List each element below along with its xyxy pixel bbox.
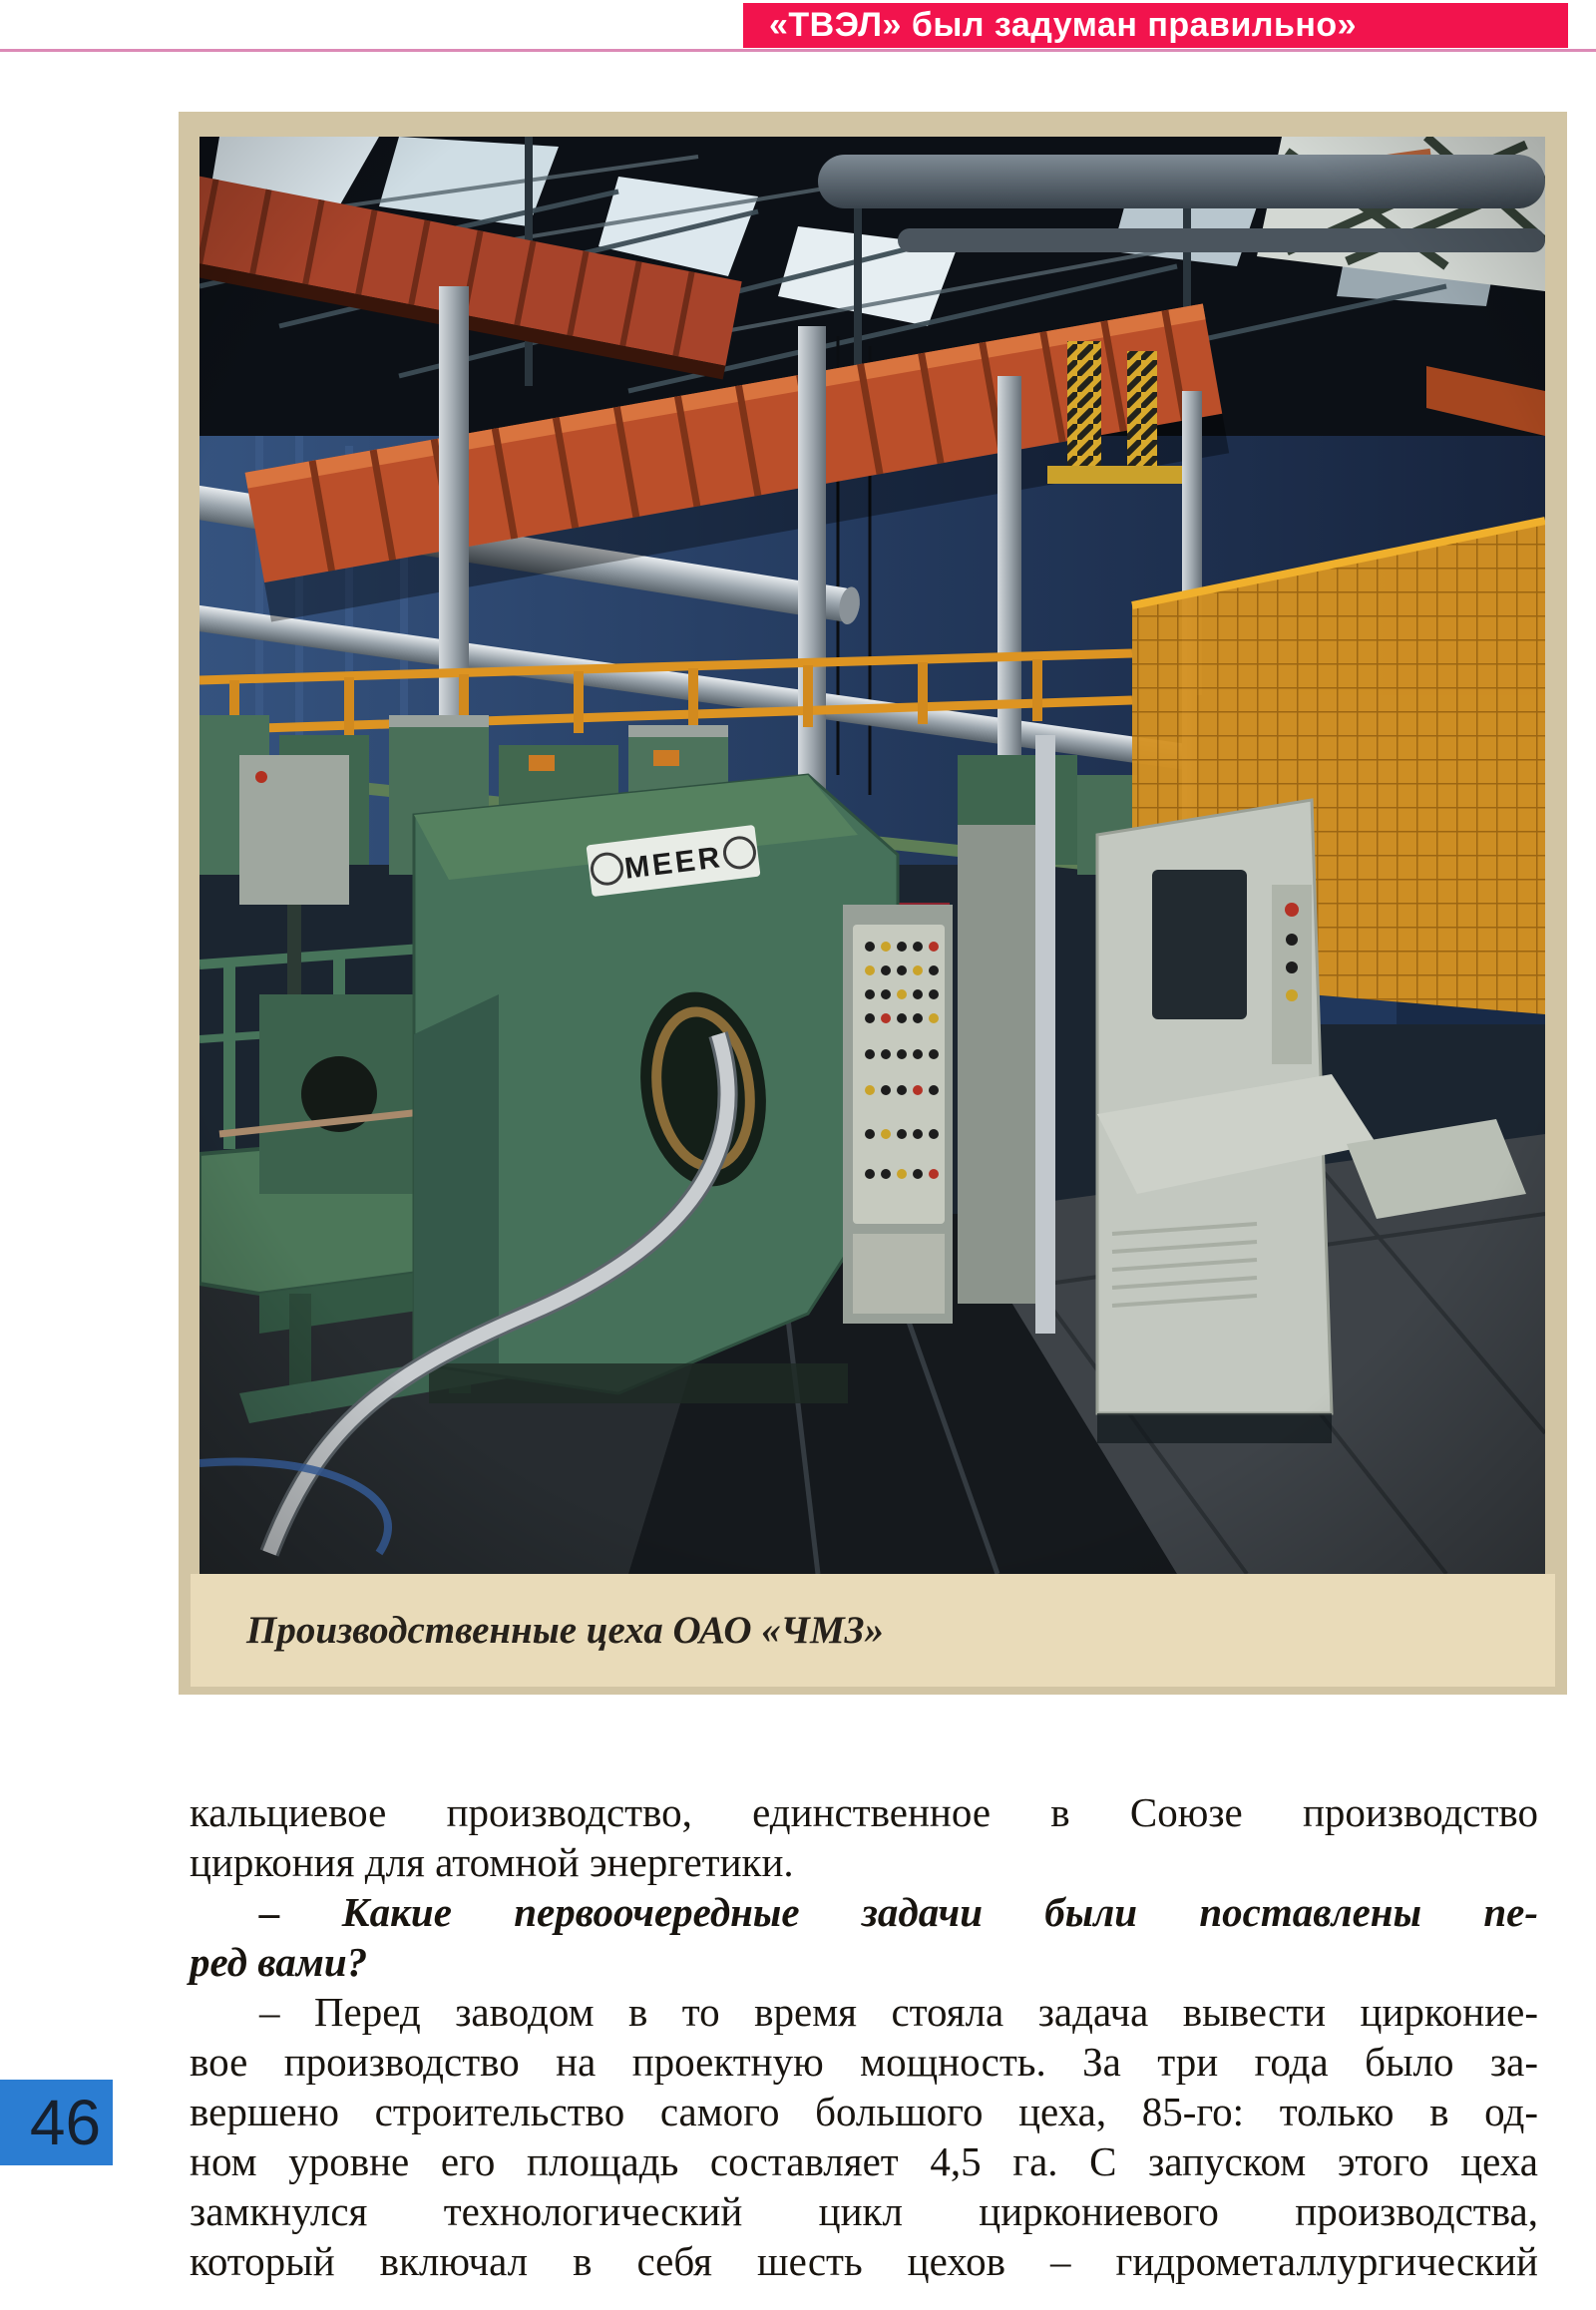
photo-caption: Производственные цеха ОАО «ЧМЗ»	[246, 1609, 884, 1652]
body-line: циркония для атомной энергетики.	[190, 1839, 794, 1885]
body-line: замкнулся технологический цикл циркониевого производства,	[190, 2188, 1538, 2234]
header-rule	[0, 49, 1596, 52]
page-number: 46	[29, 2087, 102, 2158]
article-text	[190, 1787, 1538, 2286]
workshop-photo	[200, 137, 1545, 1574]
body-line: вое производство на проектную мощность. За три года было за-	[190, 2039, 1538, 2085]
body-line-question: – Какие первоочередные задачи были поставлены пе-	[259, 1889, 1538, 1935]
body-line: кальциевое производство, единственное в Союзе производство	[190, 1789, 1538, 1835]
body-line: – Перед заводом в то время стояла задача вывести цирконие-	[259, 1989, 1538, 2035]
photo-frame	[179, 112, 1567, 1695]
page-number-tab	[0, 2080, 113, 2165]
photo-caption-band	[191, 1574, 1555, 1687]
body-line-question: ред вами?	[190, 1939, 368, 1985]
body-line: ном уровне его площадь составляет 4,5 га. С запуском этого цеха	[190, 2138, 1538, 2184]
running-head-title: «ТВЭЛ» был задуман правильно»	[769, 6, 1358, 44]
running-head	[743, 3, 1568, 48]
body-line: вершено строительство самого большого цеха, 85-го: только в од-	[190, 2089, 1538, 2134]
workshop-photo-art	[200, 137, 1545, 1574]
body-line: который включал в себя шесть цехов – гидрометаллургический	[190, 2238, 1538, 2284]
